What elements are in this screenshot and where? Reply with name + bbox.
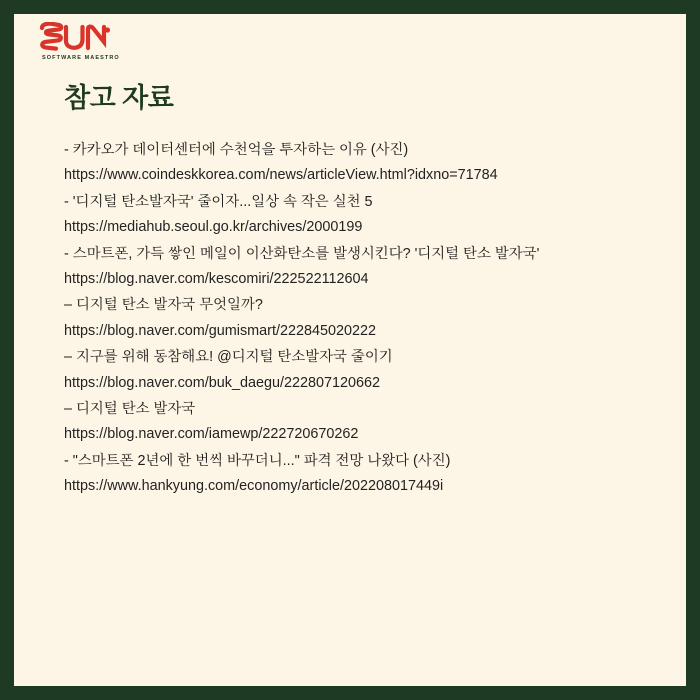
- reference-label: - '디지털 탄소발자국' 줄이자...일상 속 작은 실천 5: [64, 193, 373, 210]
- reference-url[interactable]: https://blog.naver.com/buk_daegu/222807120662: [64, 374, 381, 391]
- sun-logo-icon: [40, 22, 112, 54]
- list-item: [64, 449, 646, 500]
- list-item: [64, 138, 646, 189]
- logo-subtitle: SOFTWARE MAESTRO: [42, 55, 120, 61]
- list-item: [64, 190, 646, 241]
- reference-url[interactable]: https://blog.naver.com/gumismart/222845020222: [64, 322, 376, 339]
- reference-url[interactable]: https://mediahub.seoul.go.kr/archives/2000199: [64, 219, 363, 236]
- reference-list: [64, 138, 646, 501]
- reference-url[interactable]: https://www.coindeskkorea.com/news/articleView.html?idxno=71784: [64, 167, 498, 184]
- slide-canvas: [14, 14, 686, 686]
- logo: [40, 22, 124, 70]
- list-item: [64, 345, 646, 396]
- reference-label: - "스마트폰 2년에 한 번씩 바꾸더니..." 파격 전망 나왔다 (사진): [64, 452, 451, 469]
- page-title: 참고 자료: [64, 83, 174, 113]
- reference-url[interactable]: https://blog.naver.com/iamewp/222720670262: [64, 426, 359, 443]
- list-item: [64, 242, 646, 293]
- reference-label: - 스마트폰, 가득 쌓인 메일이 이산화탄소를 발생시킨다? '디지털 탄소 발자국': [64, 245, 540, 262]
- reference-label: – 디지털 탄소 발자국: [64, 401, 196, 418]
- reference-url[interactable]: https://www.hankyung.com/economy/article/202208017449i: [64, 478, 444, 495]
- reference-label: – 지구를 위해 동참해요! @디지털 탄소발자국 줄이기: [64, 349, 393, 366]
- reference-label: – 디지털 탄소 발자국 무엇일까?: [64, 297, 263, 314]
- list-item: [64, 293, 646, 344]
- list-item: [64, 397, 646, 448]
- reference-url[interactable]: https://blog.naver.com/kescomiri/222522112604: [64, 271, 369, 288]
- reference-label: - 카카오가 데이터센터에 수천억을 투자하는 이유 (사진): [64, 142, 409, 158]
